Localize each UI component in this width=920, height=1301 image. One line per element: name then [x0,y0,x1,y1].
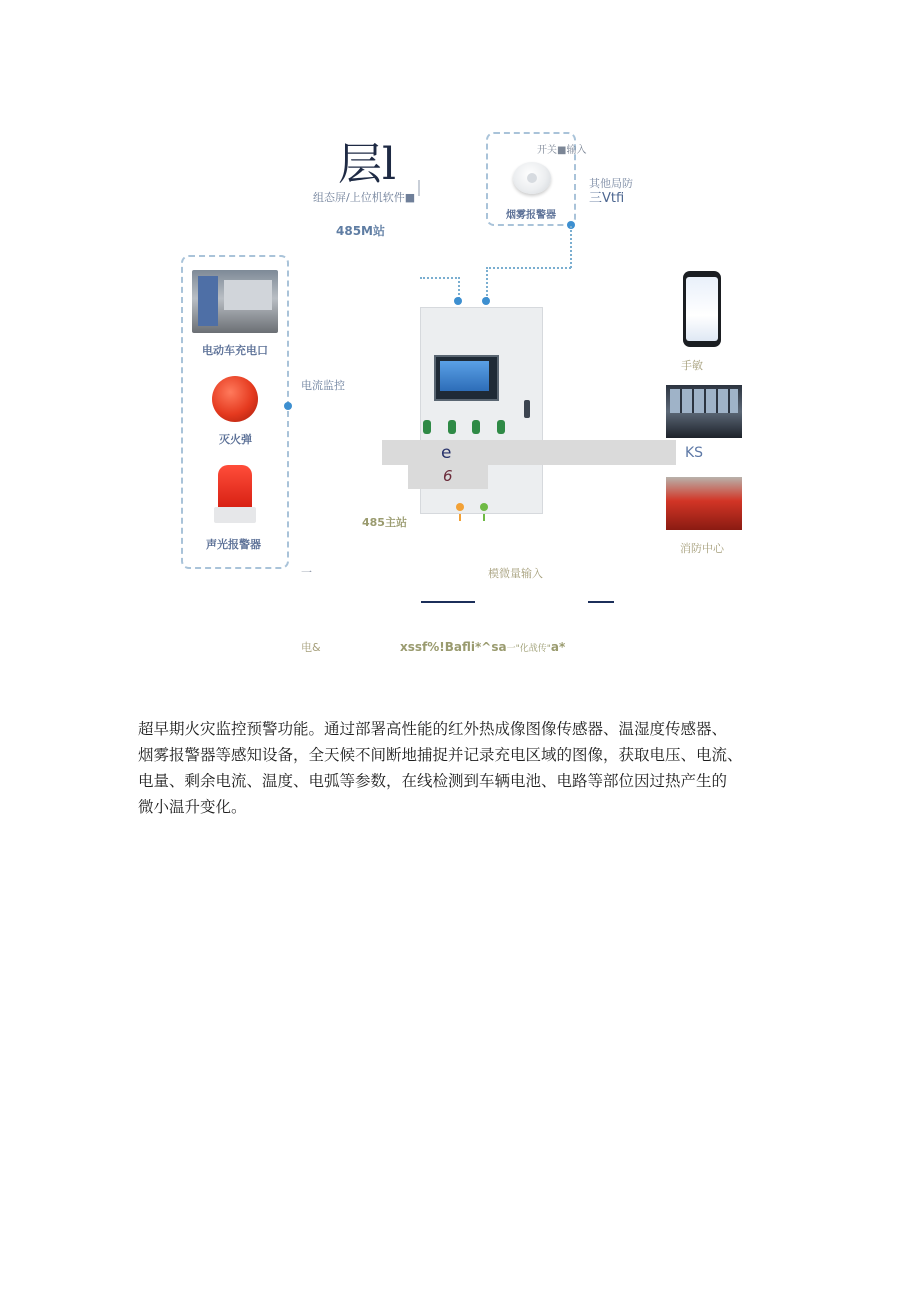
connector-line [420,277,460,279]
panel-letter-e: e [441,443,452,463]
cabinet-indicator [472,420,480,434]
top-title: 层l [338,139,397,190]
analog-input-label: 模微量输入 [488,567,543,580]
bottom-line-right [588,601,614,603]
bottom-line-left [421,601,475,603]
garbled-line-small: 一"化战传" [506,644,551,654]
garbled-line [400,636,565,655]
gray-band [382,440,676,465]
connector-dot [482,297,490,305]
smoke-detector-center [527,173,537,183]
fire-ball-image [212,376,258,422]
connector-line [458,277,460,299]
paragraph-line: 电量、剩余电流、温度、电弧等参数，在线检测到车辆电池、电路等部位因过热产生的 [138,772,728,790]
sound-light-alarm-image [218,465,252,509]
power-label: 电& [301,641,321,654]
paragraph-line: 微小温升变化。 [138,798,247,816]
cabinet-indicator [497,420,505,434]
ev-charging-image [192,270,278,333]
garbled-line-end: a* [550,640,566,654]
sound-light-alarm-base [214,507,256,523]
terminal-tick [459,514,461,521]
other-fire-label: 其他局防 [589,177,633,190]
fire-center-label: 消防中心 [680,542,724,555]
garbled-line-bold: xssf%!Bafli*^sa [400,640,507,654]
terminal-tick [483,514,485,521]
cabinet-indicator [448,420,456,434]
title-divider [418,180,420,196]
terminal-green [480,503,488,511]
connector-line [486,267,488,299]
switch-input-label: 开关■输入 [537,145,587,156]
current-monitor-label: 电流监控 [301,379,345,392]
master-485-bottom-label: 485主站 [362,516,407,529]
sound-light-alarm-label: 声光报警器 [206,538,261,551]
other-fire-sub: 三Vtfi [589,191,625,206]
paragraph-line: 烟雾报警器等感知设备，全天候不间断地捕捉并记录充电区域的图像，获取电压、电流、 [138,746,743,764]
mobile-phone-image [683,271,721,347]
ev-charger-cabinet [224,280,272,310]
fire-ball-label: 灭火弹 [219,433,252,446]
connector-dot [284,402,292,410]
ev-charging-label: 电动车充电口 [202,344,268,357]
smoke-alarm-label: 烟雾报警器 [506,210,556,221]
connector-line [486,267,571,269]
ks-label: KS [685,445,704,461]
connector-line [570,226,572,268]
cabinet-handle [524,400,530,418]
ev-charger-cabinet [198,276,218,326]
panel-digit-6: 6 [443,467,453,485]
paragraph-line: 超早期火灾监控预警功能。通过部署高性能的红外热成像图像传感器、温湿度传感器、 [138,720,728,738]
fire-truck-image [666,477,742,530]
connector-dot [454,297,462,305]
description-paragraph [138,716,788,820]
monitoring-room-image [666,385,742,438]
mobile-label: 手敏 [681,359,703,372]
dash-small: 一 [301,566,312,579]
cabinet-screen [434,355,499,401]
terminal-orange [456,503,464,511]
cabinet-indicator [423,420,431,434]
monitor-wall [670,389,738,413]
phone-screen [686,277,718,341]
screen-display [440,361,489,391]
screen-software-label: 组态屏/上位机软件■ [313,191,416,204]
master-485-label: 485M站 [336,224,385,238]
